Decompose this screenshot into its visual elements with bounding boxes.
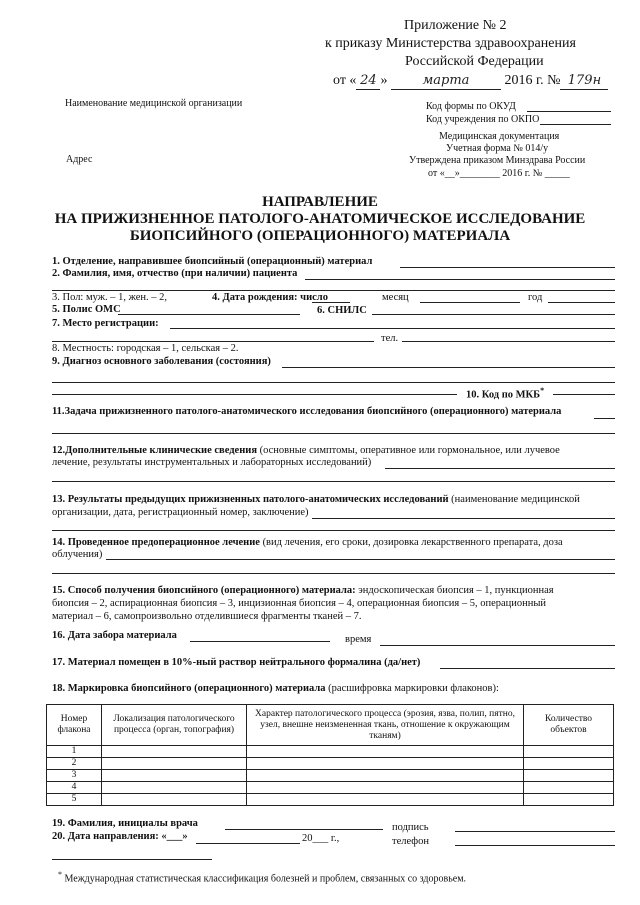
cell-localization[interactable] xyxy=(102,746,247,758)
signature-field[interactable] xyxy=(455,831,615,832)
field-15-line2: биопсия – 2, аспирационная биопсия – 3, инцизионная биопсия – 4, операционная биопсия – 5, операционный xyxy=(52,598,547,609)
field-11-input-line2[interactable] xyxy=(52,433,615,434)
date-day: 24 xyxy=(356,73,380,90)
birth-month-label: месяц xyxy=(382,292,409,303)
cell-count[interactable] xyxy=(524,782,614,794)
field-19-input[interactable] xyxy=(225,829,383,830)
marking-table-header xyxy=(47,705,614,746)
field-14-input-line2[interactable] xyxy=(52,573,615,574)
cell-count[interactable] xyxy=(524,770,614,782)
field-9-input-line2[interactable] xyxy=(52,382,615,383)
col-process-nature: Характер патологического процесса (эрозия, язва, полип, пятно, узел, внешне неизмененная ткань, отношение к окружающим тканям) xyxy=(247,705,524,746)
field-2-input-line2[interactable] xyxy=(52,290,615,291)
appendix-number: Приложение № 2 xyxy=(404,18,507,33)
field-9-label: 9. Диагноз основного заболевания (состояния) xyxy=(52,356,271,367)
cell-localization[interactable] xyxy=(102,782,247,794)
field-13-line2: организации, дата, регистрационный номер, заключение) xyxy=(52,507,309,518)
field-15-rest: эндоскопическая биопсия – 1, пункционная xyxy=(355,585,554,596)
field-13-input[interactable] xyxy=(312,518,615,519)
row-number: 5 xyxy=(47,794,102,806)
birth-year-input[interactable] xyxy=(548,302,615,303)
cell-count[interactable] xyxy=(524,794,614,806)
title-line-2: НА ПРИЖИЗНЕННОЕ ПАТОЛОГО-АНАТОМИЧЕСКОЕ ИССЛЕДОВАНИЕ xyxy=(54,211,586,227)
field-6-label: 6. СНИЛС xyxy=(317,305,367,316)
cell-localization[interactable] xyxy=(102,758,247,770)
date-month: марта xyxy=(391,73,501,90)
field-7-label: 7. Место регистрации: xyxy=(52,318,159,329)
field-6-input[interactable] xyxy=(372,314,615,315)
field-14-input[interactable] xyxy=(106,559,615,560)
field-8-label: 8. Местность: городская – 1, сельская – 2. xyxy=(52,343,239,354)
table-row xyxy=(47,782,614,794)
field-11-label: 11.Задача прижизненного патолого-анатомического исследования биопсийного (операционного) материала xyxy=(52,406,562,417)
footnote xyxy=(58,869,466,885)
tel-input[interactable] xyxy=(402,341,615,342)
col-object-count: Количество объектов xyxy=(524,705,614,746)
federation-line: Российской Федерации xyxy=(405,54,544,69)
org-name-label: Наименование медицинской организации xyxy=(65,98,243,109)
row-number: 1 xyxy=(47,746,102,758)
okpo-label: Код учреждения по ОКПО xyxy=(426,114,540,125)
field-2-input[interactable] xyxy=(305,279,615,280)
order-line: к приказу Министерства здравоохранения xyxy=(325,36,576,51)
field-14-label xyxy=(52,537,563,549)
doc-line-1: Медицинская документация xyxy=(439,131,560,142)
birth-day-input[interactable] xyxy=(312,302,350,303)
field-18-bold: 18. Маркировка биопсийного (операционного) материала xyxy=(52,683,326,694)
field-13-input-line2[interactable] xyxy=(52,530,615,531)
cell-count[interactable] xyxy=(524,746,614,758)
field-10-input[interactable] xyxy=(553,394,615,395)
field-18-rest: (расшифровка маркировки флаконов): xyxy=(325,683,499,694)
table-row xyxy=(47,794,614,806)
field-5-label: 5. Полис ОМС xyxy=(52,304,121,315)
field-17-label: 17. Материал помещен в 10%-ный раствор нейтрального формалина (да/нет) xyxy=(52,657,421,668)
field-15-bold: 15. Способ получения биопсийного (операционного) материала: xyxy=(52,585,356,596)
date-mid: » xyxy=(380,73,388,88)
field-13-label xyxy=(52,494,580,506)
field-11-input[interactable] xyxy=(594,418,615,419)
cell-process[interactable] xyxy=(247,746,524,758)
field-17-input[interactable] xyxy=(440,668,615,669)
row-number: 4 xyxy=(47,782,102,794)
field-15-label xyxy=(52,585,554,597)
col-localization: Локализация патологического процесса (орган, топография) xyxy=(102,705,247,746)
row-number: 3 xyxy=(47,770,102,782)
field-4-label: 4. Дата рождения: число xyxy=(212,292,328,303)
table-row xyxy=(47,770,614,782)
footnote-star: * xyxy=(58,870,62,879)
field-16-label: 16. Дата забора материала xyxy=(52,630,177,641)
birth-month-input[interactable] xyxy=(420,302,520,303)
title-line-3: БИОПСИЙНОГО (ОПЕРАЦИОННОГО) МАТЕРИАЛА xyxy=(129,228,511,244)
field-20-phone-label: телефон xyxy=(392,836,429,847)
row-number: 2 xyxy=(47,758,102,770)
cell-localization[interactable] xyxy=(102,770,247,782)
cell-process[interactable] xyxy=(247,794,524,806)
field-10-label xyxy=(466,385,544,402)
cell-process[interactable] xyxy=(247,758,524,770)
field-9-input[interactable] xyxy=(282,367,615,368)
field-10-text: 10. Код по МКБ xyxy=(466,389,541,401)
order-number: 179н xyxy=(560,73,608,90)
footnote-mark: * xyxy=(540,386,545,395)
cell-process[interactable] xyxy=(247,782,524,794)
marking-table xyxy=(46,704,614,806)
doc-line-3: Утверждена приказом Минздрава России xyxy=(409,155,586,166)
field-12-line2: лечение, результаты инструментальных и лабораторных исследований) xyxy=(52,457,372,468)
cell-process[interactable] xyxy=(247,770,524,782)
field-12-bold: 12.Дополнительные клинические сведения xyxy=(52,445,257,456)
field-14-bold: 14. Проведенное предоперационное лечение xyxy=(52,537,260,548)
table-row xyxy=(47,758,614,770)
field-16-time-input[interactable] xyxy=(380,645,615,646)
cell-localization[interactable] xyxy=(102,794,247,806)
footnote-divider xyxy=(52,859,212,860)
field-7-input[interactable] xyxy=(170,328,615,329)
address-label: Адрес xyxy=(66,154,93,165)
date-year: 2016 г. № xyxy=(504,73,561,88)
field-18-label xyxy=(52,683,499,695)
field-1-label: 1. Отделение, направившее биопсийный (операционный) материал xyxy=(52,256,373,267)
table-row xyxy=(47,746,614,758)
col-vial-number: Номер флакона xyxy=(47,705,102,746)
okpo-field[interactable] xyxy=(540,124,611,125)
field-12-rest: (основные симптомы, оперативное или гормональное, или лучевое xyxy=(257,445,560,456)
field-3-label: 3. Пол: муж. – 1, жен. – 2, xyxy=(52,292,168,303)
field-7-input-line2[interactable] xyxy=(52,341,374,342)
doc-line-2: Учетная форма № 014/у xyxy=(446,143,549,154)
okud-field[interactable] xyxy=(527,111,611,112)
field-12-input-line2[interactable] xyxy=(52,481,615,482)
field-12-label xyxy=(52,445,560,457)
okud-label: Код формы по ОКУД xyxy=(426,101,516,112)
birth-year-label: год xyxy=(528,292,543,303)
order-date xyxy=(333,73,608,90)
field-20-year: 20___ г., xyxy=(302,833,340,844)
field-15-line3: материал – 6, самопроизвольно отделившиеся фрагменты тканей – 7. xyxy=(52,611,362,622)
field-16-time-label: время xyxy=(345,634,372,645)
cell-count[interactable] xyxy=(524,758,614,770)
title-line-1: НАПРАВЛЕНИЕ xyxy=(262,194,378,210)
field-2-label: 2. Фамилия, имя, отчество (при наличии) пациента xyxy=(52,268,298,279)
field-20-label: 20. Дата направления: «___» xyxy=(52,831,188,842)
field-13-bold: 13. Результаты предыдущих прижизненных патолого-анатомических исследований xyxy=(52,494,449,505)
field-13-rest: (наименование медицинской xyxy=(448,494,580,505)
field-14-rest: (вид лечения, его сроки, дозировка лекарственного препарата, доза xyxy=(259,537,563,548)
field-20-month-input[interactable] xyxy=(196,843,300,844)
doc-line-4: от «__»________ 2016 г. № _____ xyxy=(428,168,570,179)
field-19-sign-label: подпись xyxy=(392,822,429,833)
footnote-text: Международная статистическая классификация болезней и проблем, связанных со здоровьем. xyxy=(64,873,467,885)
field-19-label: 19. Фамилия, инициалы врача xyxy=(52,818,198,829)
field-9-input-line3[interactable] xyxy=(52,394,457,395)
date-prefix: от « xyxy=(333,73,357,88)
field-16-date-input[interactable] xyxy=(190,641,330,642)
field-1-input[interactable] xyxy=(400,267,615,268)
phone-field[interactable] xyxy=(455,845,615,846)
field-5-input[interactable] xyxy=(118,314,300,315)
field-14-line2: облучения) xyxy=(52,549,103,560)
tel-label: тел. xyxy=(381,333,399,344)
field-12-input[interactable] xyxy=(385,468,615,469)
